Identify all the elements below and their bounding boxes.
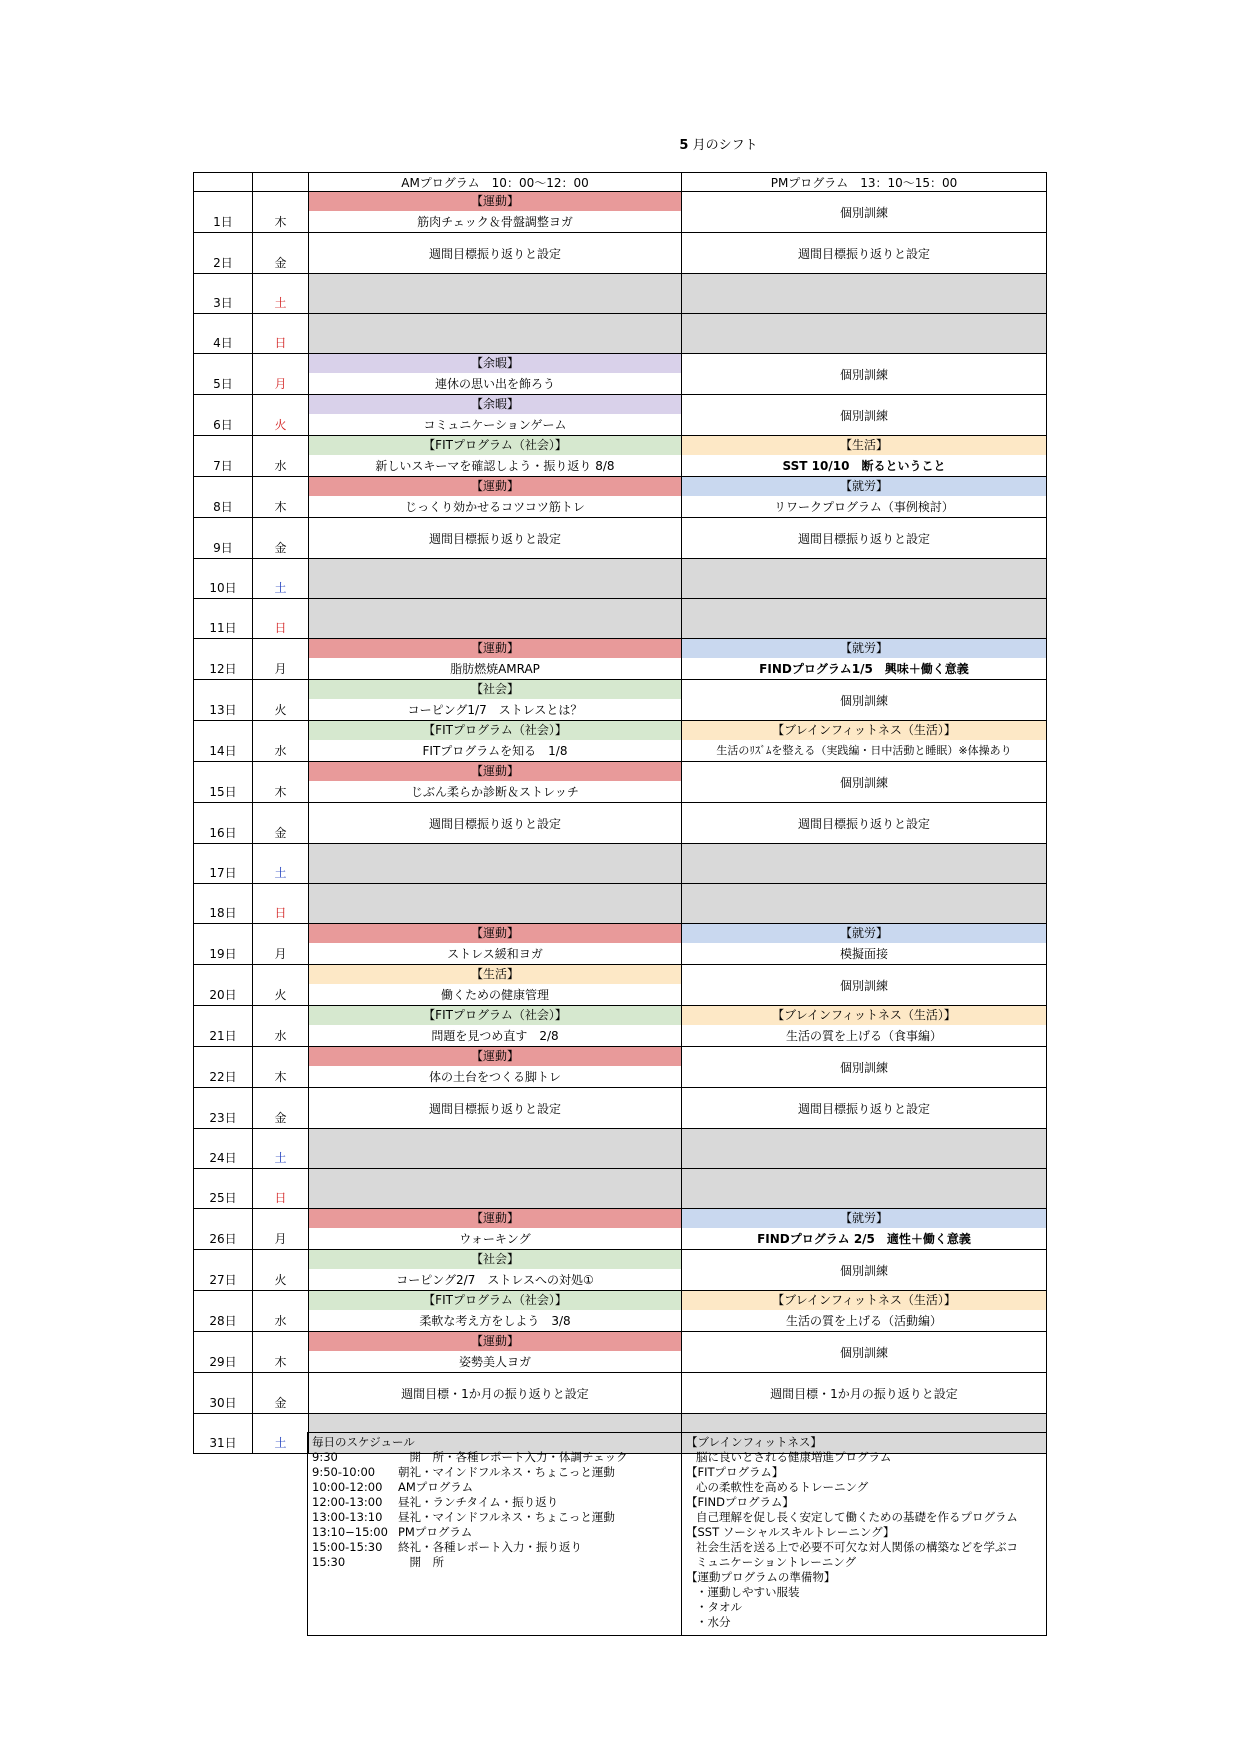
program-info-line: 【SST ソーシャルスキルトレーニング】 — [686, 1525, 895, 1539]
am-program-cell — [309, 354, 682, 395]
pm-program-name: 個別訓練 — [839, 1060, 888, 1075]
weekday-cell: 月 — [253, 354, 309, 395]
date-cell: 9日 — [194, 518, 253, 559]
am-program-name: 働くための健康管理 — [440, 988, 549, 1002]
pm-program-cell — [682, 1047, 1047, 1088]
am-program-cell — [309, 477, 682, 518]
table-row — [194, 1088, 1047, 1129]
am-program-cell — [309, 1129, 682, 1169]
pm-program-cell — [682, 1291, 1047, 1332]
pm-program-cell — [682, 639, 1047, 680]
am-program-category: 【運動】 — [309, 1209, 681, 1229]
am-program-cell — [309, 639, 682, 680]
table-row — [194, 1169, 1047, 1209]
schedule-time: 13:10−15:00 — [312, 1525, 388, 1539]
weekday-cell: 木 — [253, 1047, 309, 1088]
program-info-line: 【ブレインフィットネス】 — [686, 1435, 822, 1449]
am-program-cell — [309, 803, 682, 844]
pm-program-cell — [682, 1088, 1047, 1129]
schedule-line — [312, 1465, 677, 1480]
schedule-time: 12:00-13:00 — [312, 1495, 383, 1509]
pm-program-name: 個別訓練 — [839, 1263, 888, 1278]
am-program-cell — [309, 192, 682, 233]
pm-program-cell — [682, 518, 1047, 559]
table-row — [194, 559, 1047, 599]
table-row — [194, 680, 1047, 721]
date-cell: 13日 — [194, 680, 253, 721]
table-row — [194, 1006, 1047, 1047]
table-row — [194, 436, 1047, 477]
pm-program-name: 個別訓練 — [839, 367, 888, 382]
date-cell: 21日 — [194, 1006, 253, 1047]
table-row — [194, 1047, 1047, 1088]
weekday-cell: 月 — [253, 1209, 309, 1250]
table-header-row — [194, 173, 1047, 192]
am-program-cell — [309, 1250, 682, 1291]
table-row — [194, 1332, 1047, 1373]
program-info-line: ・運動しやすい服装 — [696, 1585, 800, 1599]
am-program-category: 【運動】 — [309, 639, 681, 659]
pm-program-cell — [682, 1373, 1047, 1414]
weekday-cell: 日 — [253, 884, 309, 924]
am-program-category: 【運動】 — [309, 1047, 681, 1067]
table-row — [194, 518, 1047, 559]
am-program-category: 【生活】 — [309, 965, 681, 985]
schedule-desc: 開 所 — [398, 1555, 444, 1569]
pm-program-name: 個別訓練 — [839, 978, 888, 993]
daily-schedule — [308, 1433, 682, 1636]
date-cell: 12日 — [194, 639, 253, 680]
am-program-category: 【運動】 — [309, 477, 681, 497]
program-info-line: 心の柔軟性を高めるトレーニング — [696, 1480, 869, 1494]
weekday-cell: 水 — [253, 436, 309, 477]
daily-schedule-title: 毎日のスケジュール — [312, 1435, 415, 1449]
table-row — [194, 274, 1047, 314]
program-info-line: ・タオル — [696, 1600, 742, 1614]
pm-program-name: 週間目標・1か月の振り返りと設定 — [770, 1386, 958, 1401]
am-program-name: コミュニケーションゲーム — [423, 418, 567, 432]
am-program-name: 筋肉チェック＆骨盤調整ヨガ — [417, 215, 573, 229]
pm-program-cell — [682, 233, 1047, 274]
schedule-time: 10:00-12:00 — [312, 1480, 383, 1494]
date-cell: 8日 — [194, 477, 253, 518]
pm-program-cell — [682, 1332, 1047, 1373]
am-program-category: 【FITプログラム（社会）】 — [309, 436, 681, 456]
weekday-cell: 水 — [253, 721, 309, 762]
program-info — [682, 1433, 1047, 1636]
schedule-desc: 昼礼・マインドフルネス・ちょこっと運動 — [398, 1510, 615, 1524]
pm-program-name: リワークプログラム（事例検討） — [774, 500, 954, 514]
weekday-cell: 日 — [253, 314, 309, 354]
pm-program-cell — [682, 965, 1047, 1006]
schedule-desc: PMプログラム — [398, 1525, 473, 1539]
date-cell: 18日 — [194, 884, 253, 924]
date-cell: 3日 — [194, 274, 253, 314]
pm-program-cell — [682, 477, 1047, 518]
am-program-cell — [309, 762, 682, 803]
date-cell: 1日 — [194, 192, 253, 233]
date-cell: 26日 — [194, 1209, 253, 1250]
table-row — [194, 1209, 1047, 1250]
pm-program-name: SST 10/10 断るということ — [782, 459, 946, 473]
pm-program-category: 【ブレインフィットネス（生活）】 — [682, 721, 1046, 741]
pm-program-category: 【ブレインフィットネス（生活）】 — [682, 1291, 1046, 1311]
pm-program-name: 個別訓練 — [839, 205, 888, 220]
weekday-cell: 金 — [253, 518, 309, 559]
page-title: 5 月のシフト — [679, 138, 758, 153]
am-program-category: 【FITプログラム（社会）】 — [309, 1006, 681, 1026]
am-program-cell — [309, 1373, 682, 1414]
date-cell: 28日 — [194, 1291, 253, 1332]
date-cell: 7日 — [194, 436, 253, 477]
am-program-name: ウォーキング — [459, 1232, 531, 1246]
weekday-cell: 土 — [253, 559, 309, 599]
table-row — [194, 1373, 1047, 1414]
am-program-category: 【社会】 — [309, 680, 681, 700]
pm-program-cell — [682, 1169, 1047, 1209]
table-row — [194, 314, 1047, 354]
am-program-category: 【運動】 — [309, 192, 681, 212]
weekday-cell: 火 — [253, 395, 309, 436]
am-program-name: 脂肪燃焼AMRAP — [450, 662, 540, 676]
weekday-cell: 土 — [253, 274, 309, 314]
pm-program-name: 生活のﾘｽﾞﾑを整える（実践編・日中活動と睡眠）※体操あり — [716, 744, 1012, 757]
schedule-time: 15:00-15:30 — [312, 1540, 383, 1554]
date-cell: 14日 — [194, 721, 253, 762]
date-cell: 23日 — [194, 1088, 253, 1129]
shift-table — [193, 172, 1047, 1454]
pm-program-category: 【就労】 — [682, 477, 1046, 497]
weekday-cell: 火 — [253, 965, 309, 1006]
weekday-cell: 日 — [253, 1169, 309, 1209]
weekday-cell: 日 — [253, 599, 309, 639]
pm-program-cell — [682, 314, 1047, 354]
pm-program-cell — [682, 844, 1047, 884]
pm-program-cell — [682, 1209, 1047, 1250]
schedule-line — [312, 1480, 677, 1495]
table-row — [194, 803, 1047, 844]
am-program-cell — [309, 1006, 682, 1047]
am-program-name: 姿勢美人ヨガ — [458, 1355, 531, 1369]
pm-program-name: 個別訓練 — [839, 1345, 888, 1360]
pm-program-cell — [682, 559, 1047, 599]
am-program-name: 週間目標振り返りと設定 — [428, 816, 561, 831]
weekday-cell: 水 — [253, 1291, 309, 1332]
am-program-cell — [309, 314, 682, 354]
weekday-cell: 木 — [253, 192, 309, 233]
pm-program-cell — [682, 192, 1047, 233]
pm-program-name: 生活の質を上げる（活動編） — [785, 1314, 942, 1328]
date-cell: 22日 — [194, 1047, 253, 1088]
am-program-cell — [309, 1088, 682, 1129]
pm-program-name: 模擬面接 — [839, 947, 888, 961]
schedule-line — [312, 1495, 677, 1510]
table-row — [194, 1291, 1047, 1332]
pm-program-name: 週間目標振り返りと設定 — [797, 816, 930, 831]
schedule-desc: 終礼・各種レポート入力・振り返り — [398, 1540, 582, 1554]
am-program-category: 【FITプログラム（社会）】 — [309, 721, 681, 741]
program-info-line: 脳に良いとされる健康増進プログラム — [696, 1450, 892, 1464]
pm-program-cell — [682, 680, 1047, 721]
pm-program-cell — [682, 1006, 1047, 1047]
pm-program-cell — [682, 1250, 1047, 1291]
date-cell: 5日 — [194, 354, 253, 395]
pm-program-category: 【生活】 — [682, 436, 1046, 456]
program-info-line: 【運動プログラムの準備物】 — [686, 1570, 836, 1584]
pm-program-cell — [682, 803, 1047, 844]
weekday-cell: 木 — [253, 477, 309, 518]
am-program-name: 連休の思い出を飾ろう — [434, 377, 555, 391]
header-pm: PMプログラム 13：10～15：00 — [682, 173, 1047, 192]
table-row — [194, 924, 1047, 965]
am-program-name: コーピング2/7 ストレスへの対処① — [396, 1273, 594, 1287]
am-program-name: 週間目標振り返りと設定 — [428, 1101, 561, 1116]
am-program-cell — [309, 965, 682, 1006]
weekday-cell: 月 — [253, 639, 309, 680]
weekday-cell: 火 — [253, 1250, 309, 1291]
date-cell: 30日 — [194, 1373, 253, 1414]
pm-program-cell — [682, 1129, 1047, 1169]
program-info-line: ミュニケーショントレーニング — [696, 1555, 857, 1569]
pm-program-name: 個別訓練 — [839, 775, 888, 790]
table-row — [194, 1250, 1047, 1291]
am-program-cell — [309, 1332, 682, 1373]
program-info-line: 自己理解を促し長く安定して働くための基礎を作るプログラム — [696, 1510, 1018, 1524]
am-program-cell — [309, 1047, 682, 1088]
am-program-cell — [309, 1169, 682, 1209]
schedule-desc: 開 所・各種レポート入力・体調チェック — [398, 1450, 628, 1464]
weekday-cell: 土 — [253, 1414, 309, 1454]
weekday-cell: 土 — [253, 844, 309, 884]
schedule-desc: 朝礼・マインドフルネス・ちょこっと運動 — [398, 1465, 615, 1479]
am-program-cell — [309, 844, 682, 884]
date-cell: 2日 — [194, 233, 253, 274]
schedule-line — [312, 1540, 677, 1555]
weekday-cell: 木 — [253, 762, 309, 803]
table-row — [194, 1129, 1047, 1169]
schedule-time: 15:30 — [312, 1555, 346, 1569]
am-program-category: 【余暇】 — [309, 395, 681, 415]
notes-table — [307, 1432, 1047, 1636]
date-cell: 27日 — [194, 1250, 253, 1291]
am-program-name: 週間目標・1か月の振り返りと設定 — [401, 1386, 589, 1401]
pm-program-cell — [682, 395, 1047, 436]
am-program-cell — [309, 1209, 682, 1250]
table-row — [194, 599, 1047, 639]
date-cell: 19日 — [194, 924, 253, 965]
am-program-cell — [309, 924, 682, 965]
date-cell: 24日 — [194, 1129, 253, 1169]
pm-program-name: FINDプログラム1/5 興味＋働く意義 — [759, 662, 969, 676]
date-cell: 6日 — [194, 395, 253, 436]
pm-program-cell — [682, 436, 1047, 477]
am-program-name: ストレス緩和ヨガ — [447, 947, 543, 961]
table-row — [194, 354, 1047, 395]
am-program-cell — [309, 1291, 682, 1332]
date-cell: 11日 — [194, 599, 253, 639]
am-program-cell — [309, 518, 682, 559]
am-program-category: 【運動】 — [309, 1332, 681, 1352]
table-row — [194, 639, 1047, 680]
pm-program-cell — [682, 354, 1047, 395]
am-program-cell — [309, 233, 682, 274]
date-cell: 16日 — [194, 803, 253, 844]
pm-program-category: 【就労】 — [682, 639, 1046, 659]
pm-program-name: 週間目標振り返りと設定 — [797, 531, 930, 546]
pm-program-category: 【就労】 — [682, 1209, 1046, 1229]
pm-program-category: 【就労】 — [682, 924, 1046, 944]
program-info-line: 【FITプログラム】 — [686, 1465, 784, 1479]
table-row — [194, 233, 1047, 274]
am-program-cell — [309, 274, 682, 314]
pm-program-cell — [682, 599, 1047, 639]
weekday-cell: 土 — [253, 1129, 309, 1169]
table-row — [194, 192, 1047, 233]
pm-program-name: 生活の質を上げる（食事編） — [785, 1029, 942, 1043]
weekday-cell: 火 — [253, 680, 309, 721]
weekday-cell: 金 — [253, 1373, 309, 1414]
am-program-cell — [309, 721, 682, 762]
date-cell: 31日 — [194, 1414, 253, 1454]
weekday-cell: 月 — [253, 924, 309, 965]
am-program-cell — [309, 395, 682, 436]
am-program-category: 【運動】 — [309, 762, 681, 782]
table-row — [194, 721, 1047, 762]
pm-program-cell — [682, 884, 1047, 924]
am-program-category: 【社会】 — [309, 1250, 681, 1270]
am-program-name: コーピング1/7 ストレスとは？ — [407, 703, 583, 717]
date-cell: 25日 — [194, 1169, 253, 1209]
weekday-cell: 金 — [253, 233, 309, 274]
weekday-cell: 金 — [253, 803, 309, 844]
schedule-time: 13:00-13:10 — [312, 1510, 383, 1524]
am-program-name: 問題を見つめ直す 2/8 — [431, 1029, 559, 1043]
schedule-line — [312, 1450, 677, 1465]
schedule-desc: 昼礼・ランチタイム・振り返り — [398, 1495, 559, 1509]
am-program-cell — [309, 680, 682, 721]
pm-program-cell — [682, 762, 1047, 803]
table-row — [194, 477, 1047, 518]
am-program-name: 柔軟な考え方をしよう 3/8 — [419, 1314, 571, 1328]
table-row — [194, 395, 1047, 436]
am-program-cell — [309, 559, 682, 599]
program-info-line: 社会生活を送る上で必要不可欠な対人関係の構築などを学ぶコ — [696, 1540, 1018, 1554]
am-program-name: 週間目標振り返りと設定 — [428, 531, 561, 546]
am-program-cell — [309, 599, 682, 639]
header-am: AMプログラム 10：00～12：00 — [309, 173, 682, 192]
date-cell: 4日 — [194, 314, 253, 354]
am-program-category: 【FITプログラム（社会）】 — [309, 1291, 681, 1311]
weekday-cell: 木 — [253, 1332, 309, 1373]
weekday-cell: 水 — [253, 1006, 309, 1047]
pm-program-name: 週間目標振り返りと設定 — [797, 246, 930, 261]
am-program-name: FITプログラムを知る 1/8 — [422, 744, 568, 758]
pm-program-cell — [682, 721, 1047, 762]
date-cell: 20日 — [194, 965, 253, 1006]
table-row — [194, 965, 1047, 1006]
date-cell: 15日 — [194, 762, 253, 803]
table-row — [194, 762, 1047, 803]
date-cell: 17日 — [194, 844, 253, 884]
date-cell: 29日 — [194, 1332, 253, 1373]
pm-program-cell — [682, 274, 1047, 314]
schedule-line — [312, 1525, 677, 1540]
am-program-name: じぶん柔らか診断＆ストレッチ — [411, 785, 579, 799]
am-program-category: 【運動】 — [309, 924, 681, 944]
table-row — [194, 844, 1047, 884]
schedule-desc: AMプログラム — [398, 1480, 474, 1494]
schedule-time: 9:50-10:00 — [312, 1465, 376, 1479]
table-row — [194, 884, 1047, 924]
pm-program-name: FINDプログラム 2/5 適性＋働く意義 — [757, 1232, 971, 1246]
header-date — [194, 173, 253, 192]
program-info-line: 【FINDプログラム】 — [686, 1495, 794, 1509]
am-program-category: 【余暇】 — [309, 354, 681, 374]
schedule-line — [312, 1555, 677, 1570]
pm-program-name: 個別訓練 — [839, 408, 888, 423]
weekday-cell: 金 — [253, 1088, 309, 1129]
am-program-name: 体の土台をつくる脚トレ — [428, 1070, 561, 1084]
pm-program-category: 【ブレインフィットネス（生活）】 — [682, 1006, 1046, 1026]
pm-program-cell — [682, 924, 1047, 965]
schedule-time: 9:30 — [312, 1450, 338, 1464]
pm-program-name: 週間目標振り返りと設定 — [797, 1101, 930, 1116]
header-dow — [253, 173, 309, 192]
am-program-name: じっくり効かせるコツコツ筋トレ — [405, 500, 585, 514]
program-info-line: ・水分 — [696, 1615, 731, 1629]
schedule-line — [312, 1510, 677, 1525]
am-program-name: 週間目標振り返りと設定 — [428, 246, 561, 261]
am-program-cell — [309, 884, 682, 924]
pm-program-name: 個別訓練 — [839, 693, 888, 708]
date-cell: 10日 — [194, 559, 253, 599]
am-program-name: 新しいスキーマを確認しよう・振り返り 8/8 — [375, 459, 615, 473]
am-program-cell — [309, 436, 682, 477]
